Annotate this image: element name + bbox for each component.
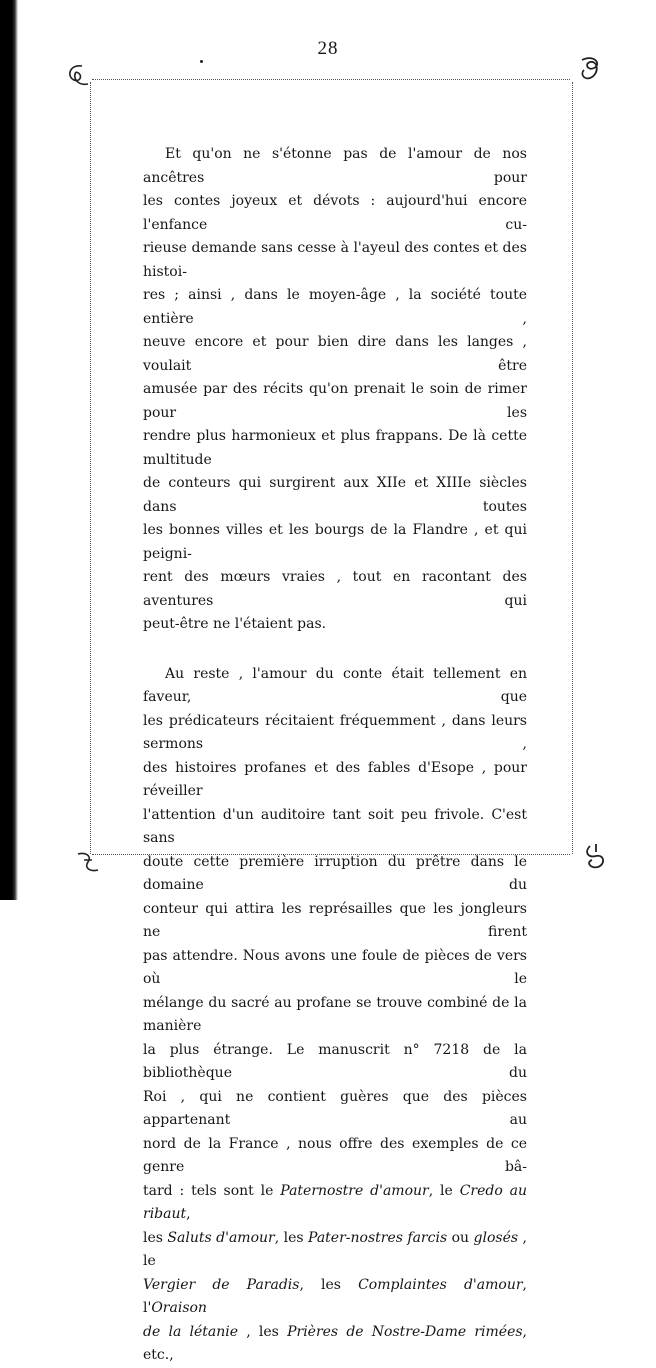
text-run: , etc., [143,1323,527,1363]
paragraph-gap [143,637,527,663]
frame-border-top [92,79,570,80]
text-line: rent des mœurs vraies , tout en racontant des aventures qui [143,569,527,609]
frame-border-left [90,82,91,854]
text-line: Au reste , l'amour du conte était tellement en faveur, que [143,665,527,705]
ink-dot [200,60,203,63]
text-line: doute cette première irruption du prêtre dans le domaine du [143,853,527,893]
text-line: des histoires profanes et des fables d'Esope , pour réveiller [143,759,527,799]
text-line: les prédicateurs récitaient fréquemment , dans leurs sermons , [143,712,527,752]
text-run: , les [274,1229,309,1246]
text-line: les bonnes villes et les bourgs de la Flandre , et qui peigni- [143,522,527,562]
italic-title: Prières de Nostre-Dame rimées [287,1323,523,1340]
text-line: res ; ainsi , dans le moyen-âge , la société toute entière , [143,287,527,327]
text-line: conteur qui attira les représailles que les jongleurs ne firent [143,900,527,940]
text-line: de conteurs qui surgirent aux XIIe et XIIIe siècles dans toutes [143,475,527,515]
text-line: rieuse demande sans cesse à l'ayeul des contes et des histoi- [143,240,527,280]
text-line: amusée par des récits qu'on prenait le soin de rimer pour les [143,381,527,421]
page-number: 28 [317,38,339,59]
text-run: , les [299,1276,359,1293]
text-run: , l' [143,1276,527,1316]
text-line: les contes joyeux et dévots : aujourd'hui encore l'enfance cu- [143,193,527,233]
italic-title: de la létanie [143,1323,239,1340]
text-line: neuve encore et pour bien dire dans les langes , voulait être [143,334,527,374]
corner-ornament-bottom-left-icon [72,846,104,878]
text-line-mixed [143,1274,527,1321]
text-run: , le [143,1229,527,1269]
page-body-text [143,143,527,1368]
text-line-mixed [143,1227,527,1274]
text-line: l'attention d'un auditoire tant soit peu frivole. C'est sans [143,806,527,846]
text-line: rendre plus harmonieux et plus frappans. De là cette multitude [143,428,527,468]
text-line-mixed [143,1180,527,1227]
italic-title: Paternostre d'amour [280,1182,429,1199]
text-line: nord de la France , nous offre des exemples de ce genre bâ- [143,1135,527,1175]
text-run: , le [428,1182,460,1199]
text-line: Roi , qui ne contient guères que des pièces appartenant au [143,1088,527,1128]
text-run: tard : tels sont le [143,1182,281,1199]
text-run: , les [238,1323,288,1340]
italic-title: glosés [473,1229,519,1246]
italic-title: Vergier de Paradis [143,1276,300,1293]
text-run: ou [447,1229,474,1246]
text-line: pas attendre. Nous avons une foule de pièces de vers où le [143,947,527,987]
italic-title: Complaintes d'amour [358,1276,523,1293]
corner-ornament-top-right-icon [574,52,606,84]
text-run: les [143,1229,168,1246]
italic-title: Pater-nostres farcis [308,1229,448,1246]
corner-ornament-top-left-icon [62,60,94,92]
text-line: mélange du sacré au profane se trouve combiné de la manière [143,994,527,1034]
italic-title: Credo au ribaut [143,1182,528,1222]
text-line: la plus étrange. Le manuscrit n° 7218 de la bibliothèque du [143,1041,527,1081]
corner-ornament-bottom-right-icon [580,840,612,872]
text-line-mixed [143,1321,527,1368]
text-line: peut-être ne l'étaient pas. [143,616,327,632]
italic-title: Saluts d'amour [167,1229,275,1246]
text-run: , [186,1206,191,1222]
frame-border-right [572,82,573,854]
italic-title: Oraison [151,1300,207,1316]
text-line: Et qu'on ne s'étonne pas de l'amour de nos ancêtres pour [143,146,527,186]
scan-binding-edge [0,0,18,900]
